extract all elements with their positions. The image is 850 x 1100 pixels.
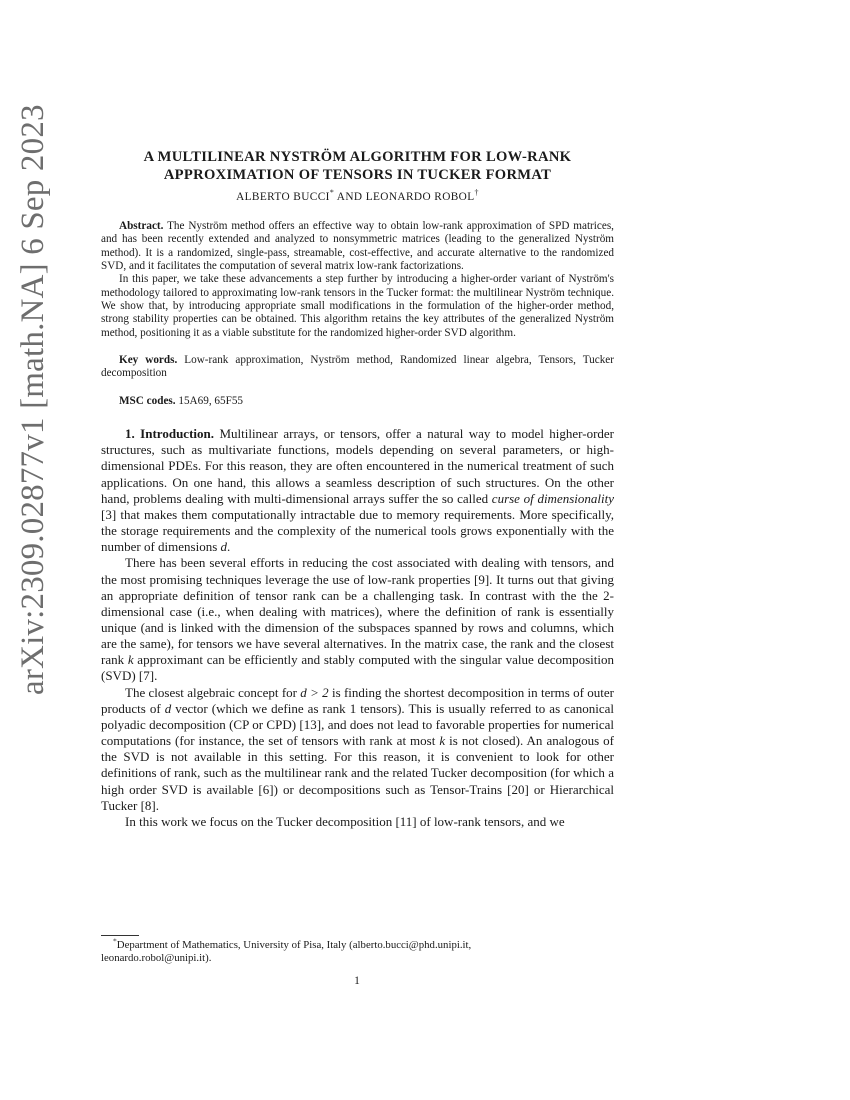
intro-paragraph-2 xyxy=(101,555,614,684)
footnote-star: * xyxy=(113,936,117,946)
intro-paragraph-4: In this work we focus on the Tucker decomposition [11] of low-rank tensors, and we xyxy=(125,813,565,829)
affiliation-footnote xyxy=(101,936,614,965)
intro-paragraph-1 xyxy=(101,426,614,555)
intro-p1-variable-d: d xyxy=(220,539,228,555)
footnote-divider xyxy=(101,935,139,936)
footnote-text-1: Department of Mathematics, University of Pisa, Italy (alberto.bucci@phd.unipi.it, xyxy=(116,939,472,951)
abstract-label: Abstract. xyxy=(119,220,164,232)
intro-p2-variable-k: k xyxy=(127,652,134,668)
keywords-label: Key words. xyxy=(119,354,178,367)
footnote-mark-star: * xyxy=(329,188,335,198)
intro-p1-emphasis: curse of dimensionality xyxy=(491,490,614,506)
intro-p1-text-a: Multilinear arrays, or tensors, offer a natural way to model higher-order structures, such as multivariate functions, models depending on several parameters, or high-dimensional PDEs. For this reason, they are often encountered in the numerical treatment of such applications. On one hand, this allows a seamless description of such structures. On the other hand, problems dealing with multi-dimensional arrays suffer the so called xyxy=(101,426,615,506)
page-number: 1 xyxy=(354,975,360,987)
paper-first-page xyxy=(101,148,614,830)
author-list xyxy=(101,188,614,203)
intro-p2-text-a: There has been several efforts in reducing the cost associated with dealing with tensors, and the most promising techniques leverage the use of low-rank properties [9]. It turns out that giving an appropriate definition of tensor rank can be a challenging task. In contrast with the the 2-dimensional case (i.e., when dealing with matrices), where the definition of rank is essentially unique (and is linked with the dimension of the subspaces spanned by rows and columns, which are the same), for tensors we have several alternatives. In the matrix case, the rank and the closest rank xyxy=(101,555,614,668)
intro-p2-text-b: approximant can be efficiently and stably computed with the singular value decomposition (SVD) [7]. xyxy=(101,652,614,684)
footnote-mark-dagger: † xyxy=(474,188,479,198)
keywords-text: Low-rank approximation, Nyström method, Randomized linear algebra, Tensors, Tucker decomposition xyxy=(101,354,614,380)
arxiv-identifier-sidebar: arXiv:2309.02877v1 [math.NA] 6 Sep 2023 xyxy=(15,104,51,695)
abstract-paragraph-1 xyxy=(101,220,614,273)
abstract xyxy=(101,220,614,340)
intro-paragraph-3 xyxy=(101,685,614,814)
author-conjunction: AND xyxy=(334,191,366,203)
intro-p1-text-b: [3] that makes them computationally intractable due to memory requirements. More specifically, the storage requirements and the complexity of the numerical tools grows exponentially with the number of dimensions xyxy=(101,506,614,555)
paper-title xyxy=(101,148,614,184)
keywords xyxy=(101,354,614,381)
msc-codes xyxy=(101,395,614,408)
introduction-section xyxy=(101,426,614,830)
intro-p3-text-b: is finding the shortest decomposition in terms of outer products of xyxy=(101,684,614,716)
msc-label: MSC codes. xyxy=(119,394,176,407)
intro-p3-condition: d > 2 xyxy=(300,684,329,700)
section-heading-introduction: 1. Introduction. xyxy=(125,426,214,442)
abstract-paragraph-2: In this paper, we take these advancements a step further by introducing a higher-order variant of Nyström's methodology tailored to approximating low-rank tensors in the Tucker format: the multilinear Nyström technique. We show that, by introducing appropriate small modifications in the formulation of the higher-order method, strong stability properties can be obtained. This algorithm retains the key attributes of the generalized Nyström method, positioning it as a viable substitute for the randomized higher-order SVD algorithm. xyxy=(101,273,614,339)
msc-text: 15A69, 65F55 xyxy=(178,394,244,407)
intro-p3-variable-d: d xyxy=(164,700,172,716)
title-line-2: APPROXIMATION OF TENSORS IN TUCKER FORMAT xyxy=(163,167,552,183)
author-robol: LEONARDO ROBOL xyxy=(365,191,475,203)
title-line-1: A MULTILINEAR NYSTRÖM ALGORITHM FOR LOW-RANK xyxy=(143,149,572,165)
intro-p1-end: . xyxy=(227,539,231,555)
intro-p3-text-c: vector (which we define as rank 1 tensors). This is usually referred to as canonical polyadic decomposition (CP or CPD) [13], and does not lead to favorable properties for numerical computations (for instance, the set of tensors with rank at most xyxy=(101,700,614,749)
intro-p3-text-a: The closest algebraic concept for xyxy=(125,684,301,700)
abstract-text-1: The Nyström method offers an effective way to obtain low-rank approximation of SPD matrices, and has been recently extended and analyzed to nonsymmetric matrices (leading to the generalized Nyström method). It is a randomized, single-pass, streamable, cost-effective, and accurate alternative to the randomized SVD, and it facilitates the computation of several matrix low-rank factorizations. xyxy=(101,220,614,273)
footnote-line-1 xyxy=(101,936,614,952)
author-bucci: ALBERTO BUCCI xyxy=(236,191,330,203)
intro-p3-text-d: is not closed). An analogous of the SVD is not available in this setting. For this reason, it is convenient to look for other definitions of rank, such as the multilinear rank and the related Tucker decomposition (for which a high order SVD is available [6]) or decompositions such as Tensor-Trains [20] or Hierarchical Tucker [8]. xyxy=(101,733,614,813)
footnote-line-2: leonardo.robol@unipi.it). xyxy=(101,952,212,964)
intro-p3-variable-k: k xyxy=(439,733,446,749)
